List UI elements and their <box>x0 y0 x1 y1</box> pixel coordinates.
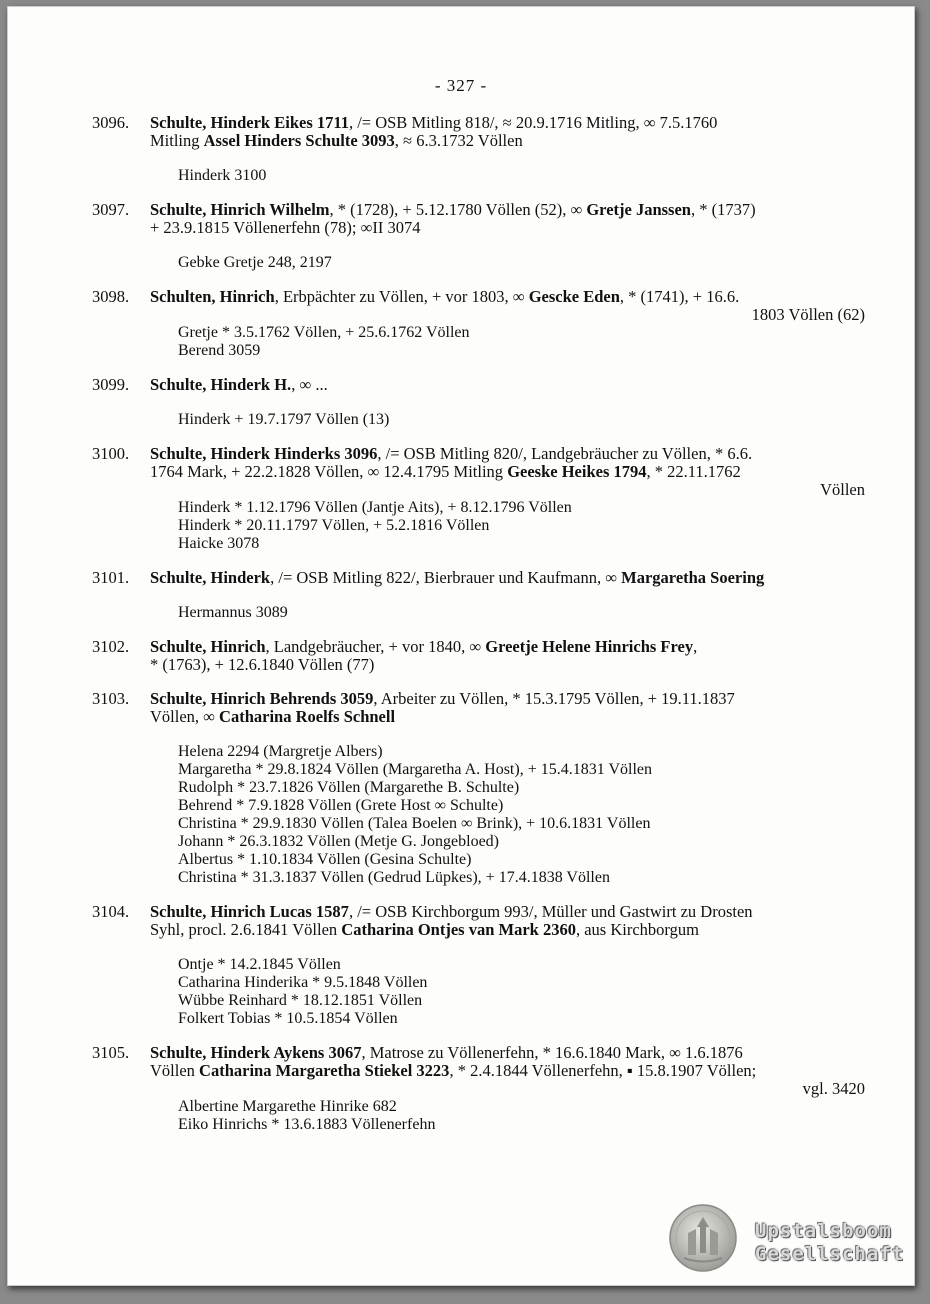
person-name: Assel Hinders Schulte 3093 <box>203 131 395 150</box>
entry-text <box>150 132 865 150</box>
genealogy-entry <box>90 638 865 674</box>
entry-text <box>150 201 865 219</box>
entry-text <box>150 656 865 674</box>
entry-text <box>150 708 865 726</box>
child-item: Rudolph * 23.7.1826 Völlen (Margarethe B. Schulte) <box>178 779 520 796</box>
person-name: Catharina Roelfs Schnell <box>219 707 396 726</box>
children-list <box>178 743 865 887</box>
child-item: Christina * 29.9.1830 Völlen (Talea Boelen ∞ Brink), + 10.6.1831 Völlen <box>178 815 651 832</box>
entry-fragment: , /= OSB Kirchborgum 993/, Müller und Gastwirt zu Drosten <box>348 902 753 921</box>
entry-fragment: , * 2.4.1844 Völlenerfehn, ▪ 15.8.1907 Völlen; <box>449 1061 757 1080</box>
genealogy-entry <box>90 288 865 360</box>
entry-continuation: 1803 Völlen (62) <box>751 305 865 324</box>
genealogy-entry <box>90 114 865 185</box>
person-name: Geeske Heikes 1794 <box>507 462 647 481</box>
entry-line <box>90 114 865 132</box>
entry-fragment: 1764 Mark, + 22.2.1828 Völlen, ∞ 12.4.1795 Mitling <box>150 462 508 481</box>
entry-fragment: , /= OSB Mitling 820/, Landgebräucher zu Völlen, * 6.6. <box>377 444 753 463</box>
entry-fragment: , Erbpächter zu Völlen, + vor 1803, ∞ <box>274 287 529 306</box>
entry-number <box>90 656 150 674</box>
entry-number <box>90 132 150 150</box>
page-number: - 327 - <box>434 76 488 95</box>
entry-fragment: Syhl, procl. 2.6.1841 Völlen <box>150 920 342 939</box>
entry-line <box>90 569 865 587</box>
entry-fragment: , /= OSB Mitling 818/, ≈ 20.9.1716 Mitling, ∞ 7.5.1760 <box>348 113 718 132</box>
entry-fragment: , <box>693 637 698 656</box>
children-list <box>178 956 865 1028</box>
entry-number: 3099. <box>92 375 130 394</box>
child-item: Eiko Hinrichs * 13.6.1883 Völlenerfehn <box>178 1116 436 1133</box>
entry-text <box>150 219 865 237</box>
children-list <box>178 411 865 429</box>
entry-line <box>90 376 865 394</box>
entry-fragment: Völlen, ∞ <box>150 707 220 726</box>
entry-fragment: , * (1728), + 5.12.1780 Völlen (52), ∞ <box>329 200 587 219</box>
child-item: Margaretha * 29.8.1824 Völlen (Margaretha A. Host), + 15.4.1831 Völlen <box>178 761 652 778</box>
entry-text <box>150 690 865 708</box>
entry-number <box>90 708 150 726</box>
entry-number: 3100. <box>92 444 130 463</box>
child-item: Hermannus 3089 <box>178 604 288 621</box>
child-item: Behrend * 7.9.1828 Völlen (Grete Host ∞ Schulte) <box>178 797 504 814</box>
person-name: Gretje Janssen <box>586 200 691 219</box>
children-list <box>178 324 865 360</box>
child-item: Albertus * 1.10.1834 Völlen (Gesina Schulte) <box>178 851 472 868</box>
entry-continuation: vgl. 3420 <box>802 1079 865 1098</box>
watermark-line-1: Upstalsboom <box>755 1220 892 1242</box>
entry-line <box>90 1062 865 1080</box>
entry-text <box>150 1044 865 1062</box>
upstalsboom-seal-icon <box>668 1203 738 1273</box>
child-item: Johann * 26.3.1832 Völlen (Metje G. Jongebloed) <box>178 833 499 850</box>
genealogy-entry <box>90 903 865 1028</box>
entry-fragment: Völlen <box>150 1061 200 1080</box>
entry-fragment: , Landgebräucher, + vor 1840, ∞ <box>265 637 486 656</box>
entry-line <box>90 708 865 726</box>
child-item: Folkert Tobias * 10.5.1854 Völlen <box>178 1010 398 1027</box>
entry-line <box>90 656 865 674</box>
entry-line <box>90 445 865 463</box>
child-item: Hinderk * 20.11.1797 Völlen, + 5.2.1816 Völlen <box>178 517 490 534</box>
entry-line <box>90 288 865 306</box>
child-item: Hinderk * 1.12.1796 Völlen (Jantje Aits), + 8.12.1796 Völlen <box>178 499 572 516</box>
entry-number: 3101. <box>92 568 130 587</box>
document-page <box>7 6 915 1286</box>
watermark-text <box>755 1220 904 1266</box>
entry-text <box>150 569 865 587</box>
entry-number <box>90 921 150 939</box>
entry-list <box>90 114 865 1150</box>
genealogy-entry <box>90 201 865 272</box>
entry-fragment: + 23.9.1815 Völlenerfehn (78); ∞II 3074 <box>150 218 421 237</box>
entry-fragment: Mitling <box>150 131 204 150</box>
genealogy-entry <box>90 445 865 553</box>
children-list <box>178 254 865 272</box>
entry-number: 3102. <box>92 637 130 656</box>
child-item: Albertine Margarethe Hinrike 682 <box>178 1098 397 1115</box>
child-item: Catharina Hinderika * 9.5.1848 Völlen <box>178 974 428 991</box>
person-name: Schulten, Hinrich <box>150 287 275 306</box>
genealogy-entry <box>90 376 865 429</box>
person-name: Gescke Eden <box>528 287 620 306</box>
entry-fragment: , aus Kirchborgum <box>575 920 699 939</box>
person-name: Schulte, Hinderk Eikes 1711 <box>150 113 349 132</box>
child-item: Gebke Gretje 248, 2197 <box>178 254 332 271</box>
child-item: Christina * 31.3.1837 Völlen (Gedrud Lüpkes), + 17.4.1838 Völlen <box>178 869 610 886</box>
entry-number: 3105. <box>92 1043 130 1062</box>
child-item: Haicke 3078 <box>178 535 260 552</box>
entry-text <box>150 288 865 306</box>
genealogy-entry <box>90 569 865 622</box>
entry-number: 3104. <box>92 902 130 921</box>
entry-fragment: , * (1741), + 16.6. <box>619 287 740 306</box>
person-name: Schulte, Hinrich <box>150 637 266 656</box>
entry-text <box>150 463 865 481</box>
entry-fragment: , Arbeiter zu Völlen, * 15.3.1795 Völlen, + 19.11.1837 <box>373 689 735 708</box>
person-name: Schulte, Hinrich Lucas 1587 <box>150 902 349 921</box>
entry-line <box>90 201 865 219</box>
children-list <box>178 604 865 622</box>
children-list <box>178 167 865 185</box>
child-item: Ontje * 14.2.1845 Völlen <box>178 956 341 973</box>
entry-fragment: * (1763), + 12.6.1840 Völlen (77) <box>150 655 375 674</box>
entry-number <box>90 1062 150 1080</box>
entry-text <box>150 921 865 939</box>
entry-text <box>150 638 865 656</box>
entry-line <box>90 903 865 921</box>
entry-number <box>90 219 150 237</box>
genealogy-entry <box>90 690 865 887</box>
entry-fragment: , ≈ 6.3.1732 Völlen <box>394 131 523 150</box>
entry-text <box>150 1062 865 1080</box>
entry-fragment: , Matrose zu Völlenerfehn, * 16.6.1840 Mark, ∞ 1.6.1876 <box>361 1043 743 1062</box>
entry-number: 3103. <box>92 689 130 708</box>
child-item: Wübbe Reinhard * 18.12.1851 Völlen <box>178 992 423 1009</box>
entry-line <box>90 638 865 656</box>
entry-text <box>150 376 865 394</box>
entry-line <box>90 463 865 481</box>
person-name: Schulte, Hinderk Hinderks 3096 <box>150 444 378 463</box>
person-name: Schulte, Hinderk Aykens 3067 <box>150 1043 362 1062</box>
entry-line <box>90 219 865 237</box>
entry-fragment: , * 22.11.1762 <box>646 462 741 481</box>
entry-fragment: , * (1737) <box>690 200 756 219</box>
person-name: Margaretha Soering <box>621 568 765 587</box>
entry-number: 3097. <box>92 200 130 219</box>
entry-text <box>150 903 865 921</box>
child-item: Hinderk 3100 <box>178 167 267 184</box>
entry-line <box>90 1044 865 1062</box>
entry-number: 3098. <box>92 287 130 306</box>
entry-line <box>90 921 865 939</box>
entry-number: 3096. <box>92 113 130 132</box>
person-name: Schulte, Hinderk H. <box>150 375 292 394</box>
entry-line <box>90 132 865 150</box>
person-name: Schulte, Hinrich Behrends 3059 <box>150 689 374 708</box>
watermark-line-2: Gesellschaft <box>755 1243 905 1265</box>
person-name: Schulte, Hinderk <box>150 568 271 587</box>
person-name: Catharina Ontjes van Mark 2360 <box>341 920 576 939</box>
person-name: Schulte, Hinrich Wilhelm <box>150 200 330 219</box>
entry-text <box>150 445 865 463</box>
entry-text <box>150 114 865 132</box>
person-name: Greetje Helene Hinrichs Frey <box>485 637 694 656</box>
entry-number <box>90 463 150 481</box>
children-list <box>178 499 865 553</box>
child-item: Berend 3059 <box>178 342 261 359</box>
entry-continuation: Völlen <box>820 480 865 499</box>
child-item: Hinderk + 19.7.1797 Völlen (13) <box>178 411 390 428</box>
child-item: Gretje * 3.5.1762 Völlen, + 25.6.1762 Völlen <box>178 324 470 341</box>
children-list <box>178 1098 865 1134</box>
child-item: Helena 2294 (Margretje Albers) <box>178 743 383 760</box>
entry-fragment: , ∞ ... <box>291 375 328 394</box>
entry-line <box>90 690 865 708</box>
person-name: Catharina Margaretha Stiekel 3223 <box>199 1061 450 1080</box>
genealogy-entry <box>90 1044 865 1134</box>
entry-fragment: , /= OSB Mitling 822/, Bierbrauer und Kaufmann, ∞ <box>270 568 622 587</box>
